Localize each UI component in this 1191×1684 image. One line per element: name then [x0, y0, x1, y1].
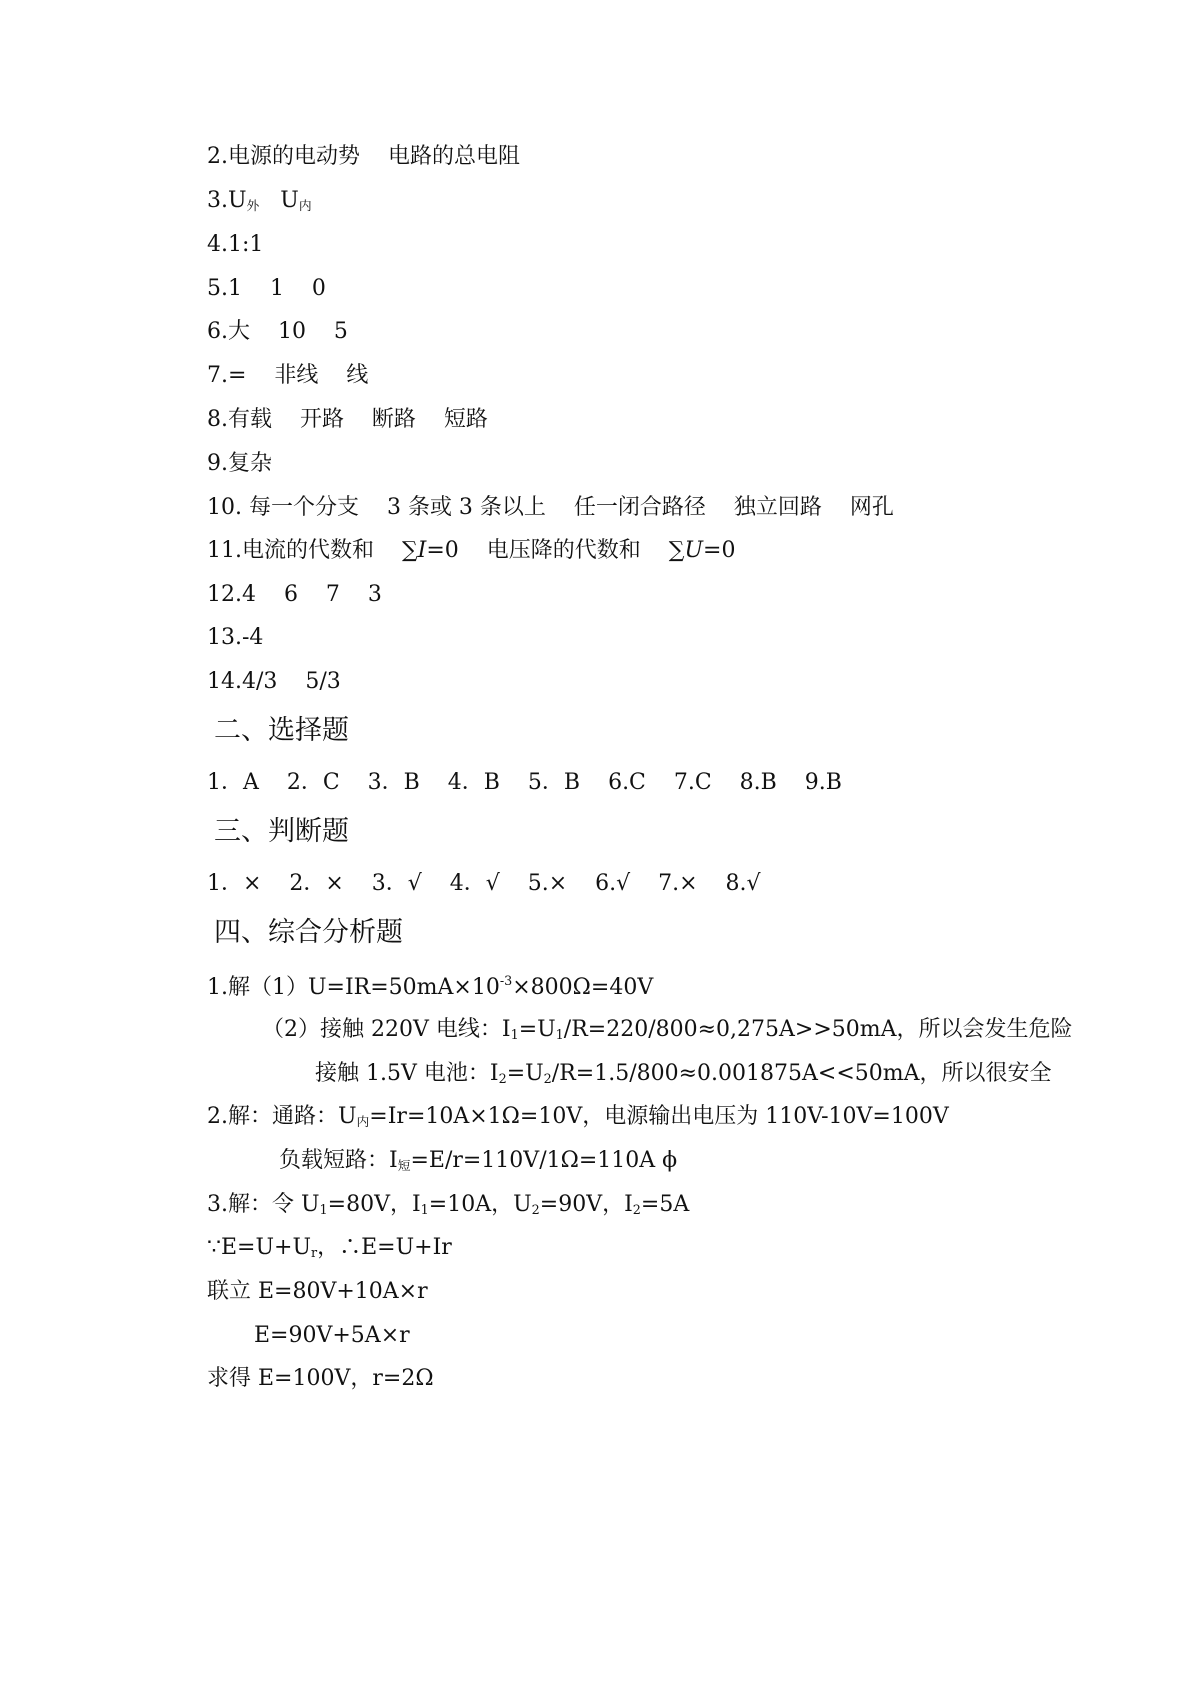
fill-answer-9: 9.复杂	[207, 451, 272, 476]
judge-heading: 三、判断题	[214, 816, 349, 847]
fill-answer-4: 4.1:1	[207, 232, 264, 257]
fill-answer-10: 10. 每一个分支 3 条或 3 条以上 任一闭合路径 独立回路 网孔	[207, 495, 894, 520]
analysis-solution-3-part-3: 联立 E=80V+10A×r	[207, 1279, 428, 1304]
fill-answer-12: 12.4 6 7 3	[207, 582, 382, 607]
choice-heading: 二、选择题	[214, 715, 349, 746]
analysis-solution-3-part-2: $\because E=U+U_r$，∴E=U+Ir	[207, 1235, 452, 1262]
fill-answer-2: 2.电源的电动势 电路的总电阻	[207, 144, 520, 169]
judge-answers: 1．× 2．× 3．√ 4．√ 5.× 6.√ 7.× 8.√	[207, 871, 761, 896]
choice-answers: 1．A 2．C 3．B 4．B 5．B 6.C 7.C 8.B 9.B	[207, 770, 842, 795]
analysis-solution-3-part-5: 求得 E=100V，r=2Ω	[207, 1366, 434, 1391]
analysis-solution-3-part-4: E=90V+5A×r	[254, 1323, 410, 1348]
analysis-heading: 四、综合分析题	[214, 917, 403, 948]
fill-answer-5: 5.1 1 0	[207, 276, 326, 301]
fill-answer-13: 13.-4	[207, 625, 264, 650]
analysis-solution-1: 1.解$(1)U=IR=50mA\times 10^{-3}\times 800\Omega=40V$	[207, 974, 654, 1000]
analysis-solution-3: 3.解：令 $U_1=80V$，$I_1=10A$，$U_2=90V$，$I_2=5A$	[207, 1192, 690, 1219]
fill-answer-7: 7.= 非线 线	[207, 363, 369, 388]
analysis-solution-1-part-3: 接触 1.5V 电池：$I_2=U_2/R=1.5/800\approx 0.001875A<<50mA$，所以很安全	[315, 1061, 1052, 1088]
analysis-solution-1-part-2: （2）接触 220V 电线：$I_1=U_1/R=220/800\approx 0,275A>>50mA$，所以会发生危险	[262, 1017, 1073, 1044]
fill-answer-11: 11.电流的代数和 ∑I=0 电压降的代数和 ∑U=0	[207, 538, 736, 563]
analysis-solution-2-part-2: 负载短路：$I_短=E/r=110V/1\Omega=110A$ ϕ	[279, 1148, 678, 1175]
fill-answer-8: 8.有载 开路 断路 短路	[207, 407, 488, 432]
fill-answer-6: 6.大 10 5	[207, 319, 348, 344]
analysis-solution-2: 2.解：通路：$U_内=Ir=10A\times 1\Omega=10V$，电源输出电压为 110V-10V=100V	[207, 1104, 949, 1131]
fill-answer-14: 14.4/3 5/3	[207, 669, 341, 694]
fill-answer-3: $3.U_外$ $U_内$	[207, 188, 312, 215]
